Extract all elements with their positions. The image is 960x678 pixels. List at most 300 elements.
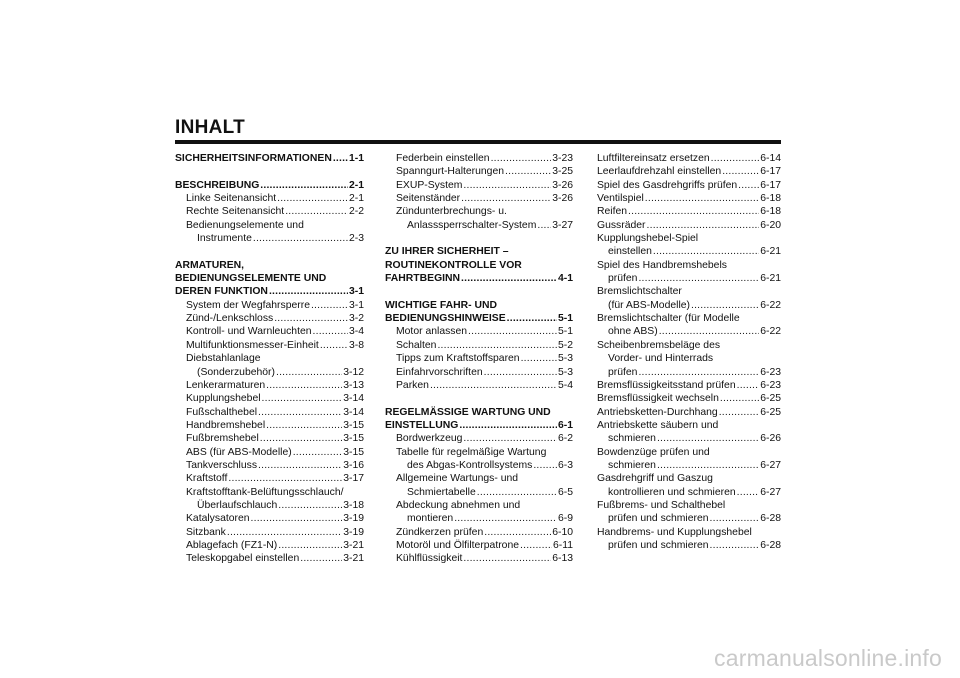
toc-page-number: 5-1 <box>557 326 573 338</box>
toc-column-3 <box>597 152 781 552</box>
toc-entry-label: Spiel des Gasdrehgriffs prüfen <box>597 179 738 191</box>
toc-dot-leader <box>258 459 342 472</box>
toc-page-number: 3-4 <box>348 326 364 338</box>
toc-entry[interactable] <box>597 406 781 419</box>
toc-entry-label: Tankverschluss <box>186 459 258 471</box>
toc-entry-label: Multifunktionsmesser-Einheit <box>186 339 319 351</box>
toc-page-number: 3-14 <box>343 393 364 405</box>
toc-entry[interactable] <box>175 379 364 392</box>
toc-entry[interactable] <box>175 192 364 205</box>
toc-entry-label: ARMATUREN, <box>175 259 245 271</box>
toc-dot-leader <box>463 432 557 445</box>
toc-spacer <box>385 392 573 405</box>
toc-entry-label: Gasdrehgriff und Gaszug <box>597 473 713 485</box>
toc-dot-leader <box>311 299 348 312</box>
toc-entry-label: Bowdenzüge prüfen und <box>597 446 710 458</box>
toc-dot-leader <box>278 499 342 512</box>
toc-dot-leader <box>260 179 348 192</box>
toc-page-number: 5-1 <box>557 313 573 325</box>
toc-entry-label: Kraftstofftank-Belüftungsschlauch/ <box>186 486 344 498</box>
toc-entry-label: Antriebskette säubern und <box>597 419 719 431</box>
toc-page-number: 3-27 <box>552 219 573 231</box>
toc-page-number: 3-23 <box>552 153 573 164</box>
toc-page-number: 6-17 <box>760 166 781 178</box>
toc-dot-leader <box>459 419 557 432</box>
toc-section-heading[interactable] <box>385 272 573 285</box>
toc-entry-label: Bremsflüssigkeitsstand prüfen <box>597 379 736 391</box>
toc-entry[interactable] <box>385 165 573 178</box>
toc-entry-label: Diebstahlanlage <box>186 353 261 365</box>
toc-entry-label: einstellen <box>608 246 652 258</box>
toc-dot-leader <box>484 526 551 539</box>
toc-entry[interactable] <box>175 325 364 338</box>
toc-dot-leader <box>461 192 551 205</box>
toc-entry[interactable] <box>597 512 781 525</box>
toc-page-number: 1-1 <box>348 153 364 164</box>
toc-entry-label: Schalten <box>396 339 437 351</box>
toc-page-number: 6-2 <box>557 433 573 445</box>
toc-page-number: 2-1 <box>348 179 364 191</box>
toc-entry <box>597 312 781 325</box>
toc-dot-leader <box>266 419 342 432</box>
toc-entry-label: Federbein einstellen <box>396 153 490 164</box>
toc-page-number: 5-2 <box>557 339 573 351</box>
toc-entry-label: BESCHREIBUNG <box>175 179 260 191</box>
toc-dot-leader <box>738 179 759 192</box>
toc-entry-label: Katalysatoren <box>186 513 250 525</box>
toc-dot-leader <box>285 205 348 218</box>
toc-entry[interactable] <box>385 339 573 352</box>
toc-dot-leader <box>533 459 557 472</box>
toc-entry[interactable] <box>175 512 364 525</box>
toc-entry[interactable] <box>175 312 364 325</box>
toc-page-number: 3-14 <box>343 406 364 418</box>
toc-page-number: 6-25 <box>760 406 781 418</box>
toc-page-number: 3-2 <box>348 313 364 325</box>
toc-entry[interactable] <box>597 486 781 499</box>
toc-entry[interactable] <box>385 366 573 379</box>
toc-section-heading[interactable] <box>385 419 573 432</box>
toc-entry[interactable] <box>597 325 781 338</box>
toc-entry[interactable] <box>597 165 781 178</box>
toc-entry-label: Bremslichtschalter <box>597 286 682 298</box>
toc-entry-label: Parken <box>396 379 429 391</box>
toc-entry[interactable] <box>175 232 364 245</box>
toc-entry-label: Tabelle für regelmäßige Wartung <box>396 446 547 458</box>
toc-page-number: 6-22 <box>760 326 781 338</box>
toc-entry <box>175 486 364 499</box>
toc-dot-leader <box>491 152 552 165</box>
toc-page-number: 6-11 <box>552 539 573 551</box>
toc-spacer <box>175 165 364 178</box>
toc-entry-label: Linke Seitenansicht <box>186 193 277 205</box>
toc-section-heading <box>385 245 573 258</box>
toc-entry-label: Motoröl und Ölfilterpatrone <box>396 539 520 551</box>
toc-entry-label: Sitzbank <box>186 526 226 538</box>
toc-entry-label: Allgemeine Wartungs- und <box>396 473 519 485</box>
toc-dot-leader <box>710 512 760 525</box>
toc-entry-label: Ablagefach (FZ1-N) <box>186 539 278 551</box>
toc-entry <box>385 205 573 218</box>
toc-entry-label: Luftfiltereinsatz ersetzen <box>597 153 710 164</box>
toc-entry[interactable] <box>385 486 573 499</box>
toc-entry-label: Handbremshebel <box>186 419 266 431</box>
toc-entry-label: Überlaufschlauch <box>197 499 278 511</box>
toc-entry[interactable] <box>597 245 781 258</box>
toc-entry-label: Zünd-/Lenkschloss <box>186 313 274 325</box>
toc-entry[interactable] <box>175 366 364 379</box>
toc-page-number: 4-1 <box>557 273 573 285</box>
toc-entry[interactable] <box>175 552 364 565</box>
toc-dot-leader <box>653 245 759 258</box>
toc-page-number: 2-2 <box>348 206 364 218</box>
toc-entry <box>385 446 573 459</box>
toc-entry-label: schmieren <box>608 433 656 445</box>
toc-page-number: 3-21 <box>343 539 364 551</box>
toc-section-heading[interactable] <box>385 312 573 325</box>
toc-page-number: 6-28 <box>760 539 781 551</box>
toc-dot-leader <box>454 512 557 525</box>
toc-entry-label: montieren <box>407 513 454 525</box>
toc-entry-label: Bedienungselemente und <box>186 219 304 231</box>
toc-entry-label: Reifen <box>597 206 628 218</box>
toc-entry-label: Scheibenbremsbeläge des <box>597 339 721 351</box>
toc-entry-label: Kraftstoff <box>186 473 228 485</box>
toc-dot-leader <box>227 526 342 539</box>
toc-dot-leader <box>277 192 348 205</box>
toc-entry-label: Antriebsketten-Durchhang <box>597 406 718 418</box>
toc-dot-leader <box>461 272 557 285</box>
toc-entry[interactable] <box>385 325 573 338</box>
toc-entry-label: schmieren <box>608 459 656 471</box>
toc-section-heading <box>385 406 573 419</box>
toc-entry-label: (Sonderzubehör) <box>197 366 275 378</box>
toc-entry-label: Handbrems- und Kupplungshebel <box>597 526 752 538</box>
toc-dot-leader <box>258 406 342 419</box>
toc-entry[interactable] <box>385 219 573 232</box>
toc-page-number: 6-10 <box>552 526 573 538</box>
toc-entry-label: prüfen <box>608 273 638 285</box>
toc-entry-label: Vorder- und Hinterrads <box>608 353 714 365</box>
toc-page-number: 6-20 <box>760 219 781 231</box>
toc-dot-leader <box>722 165 759 178</box>
toc-page-number: 2-3 <box>348 233 364 245</box>
toc-entry[interactable] <box>385 352 573 365</box>
toc-dot-leader <box>276 366 342 379</box>
toc-page-number: 6-18 <box>760 206 781 218</box>
toc-entry-label: Einfahrvorschriften <box>396 366 483 378</box>
toc-entry-label: Teleskopgabel einstellen <box>186 553 300 565</box>
toc-entry-label: des Abgas-Kontrollsystems <box>407 459 533 471</box>
toc-dot-leader <box>737 486 760 499</box>
toc-page-number: 5-3 <box>557 353 573 365</box>
toc-dot-leader <box>430 379 557 392</box>
toc-dot-leader <box>638 366 759 379</box>
toc-entry[interactable] <box>175 299 364 312</box>
toc-entry-label: Bremslichtschalter (für Modelle <box>597 313 740 325</box>
toc-entry <box>597 352 781 365</box>
toc-entry-label: Zündunterbrechungs- u. <box>396 206 507 218</box>
toc-page-number: 6-21 <box>760 246 781 258</box>
toc-entry[interactable] <box>597 272 781 285</box>
toc-entry[interactable] <box>175 472 364 485</box>
toc-section-heading <box>385 259 573 272</box>
toc-dot-leader <box>269 285 348 298</box>
toc-dot-leader <box>463 552 551 565</box>
toc-dot-leader <box>253 232 348 245</box>
toc-dot-leader <box>710 539 760 552</box>
toc-entry-label: Zündkerzen prüfen <box>396 526 484 538</box>
toc-entry-label: Schmiertabelle <box>407 486 476 498</box>
toc-entry[interactable] <box>175 539 364 552</box>
toc-entry-label: Kühlflüssigkeit <box>396 553 463 565</box>
toc-entry-label: Instrumente <box>197 233 252 245</box>
toc-entry-label: BEDIENUNGSHINWEISE <box>385 313 506 325</box>
toc-entry[interactable] <box>597 432 781 445</box>
toc-dot-leader <box>638 272 759 285</box>
toc-entry-label: (für ABS-Modelle) <box>608 299 690 311</box>
toc-entry[interactable] <box>597 459 781 472</box>
toc-dot-leader <box>463 179 551 192</box>
toc-page-number: 5-4 <box>557 379 573 391</box>
toc-entry[interactable] <box>385 512 573 525</box>
toc-entry[interactable] <box>597 179 781 192</box>
toc-entry-label: prüfen und schmieren <box>608 539 709 551</box>
toc-dot-leader <box>691 299 759 312</box>
toc-entry-label: Spanngurt-Halterungen <box>396 166 505 178</box>
toc-dot-leader <box>320 339 348 352</box>
toc-entry[interactable] <box>385 179 573 192</box>
toc-entry-label: Lenkerarmaturen <box>186 379 266 391</box>
toc-entry[interactable] <box>597 299 781 312</box>
toc-dot-leader <box>505 165 551 178</box>
toc-entry <box>597 446 781 459</box>
toc-page-number: 6-9 <box>557 513 573 525</box>
toc-entry-label: FAHRTBEGINN <box>385 273 461 285</box>
toc-page-number: 3-8 <box>348 339 364 351</box>
toc-entry-label: prüfen und schmieren <box>608 513 709 525</box>
toc-entry[interactable] <box>385 432 573 445</box>
toc-entry <box>597 259 781 272</box>
toc-spacer <box>385 285 573 298</box>
toc-entry-label: Ventilspiel <box>597 193 644 205</box>
toc-section-heading <box>175 272 364 285</box>
toc-page-number: 3-15 <box>343 419 364 431</box>
toc-page-number: 6-22 <box>760 299 781 311</box>
toc-page-number: 6-13 <box>552 553 573 565</box>
toc-page-number: 6-23 <box>760 366 781 378</box>
toc-entry <box>597 285 781 298</box>
toc-dot-leader <box>228 472 342 485</box>
toc-column-2 <box>385 152 573 566</box>
toc-entry-label: Bremsflüssigkeit wechseln <box>597 393 719 405</box>
toc-section-heading[interactable] <box>175 179 364 192</box>
toc-entry-label: Fußbremshebel <box>186 433 259 445</box>
toc-page-number: 6-18 <box>760 193 781 205</box>
toc-entry <box>175 219 364 232</box>
toc-page-number: 3-16 <box>343 459 364 471</box>
toc-entry[interactable] <box>175 419 364 432</box>
toc-page-number: 6-27 <box>760 486 781 498</box>
toc-entry <box>597 472 781 485</box>
toc-entry-label: Kupplungshebel-Spiel <box>597 233 699 245</box>
toc-page-number: 3-21 <box>343 553 364 565</box>
toc-dot-leader <box>628 205 759 218</box>
toc-page-number: 3-25 <box>552 166 573 178</box>
toc-entry-label: Tipps zum Kraftstoffsparen <box>396 353 520 365</box>
toc-dot-leader <box>521 352 557 365</box>
toc-dot-leader <box>333 152 348 165</box>
toc-dot-leader <box>657 459 759 472</box>
toc-entry-label: EXUP-System <box>396 179 463 191</box>
toc-page-number: 3-19 <box>343 526 364 538</box>
toc-entry-label: REGELMÄSSIGE WARTUNG UND <box>385 406 551 418</box>
toc-page-number: 6-17 <box>760 179 781 191</box>
toc-page-number: 6-14 <box>760 153 781 164</box>
toc-entry[interactable] <box>175 432 364 445</box>
toc-dot-leader <box>313 325 348 338</box>
toc-dot-leader <box>647 219 760 232</box>
toc-entry[interactable] <box>597 219 781 232</box>
toc-entry-label: ZU IHRER SICHERHEIT – <box>385 246 509 258</box>
toc-dot-leader <box>484 366 557 379</box>
toc-page-number: 3-26 <box>552 193 573 205</box>
toc-dot-leader <box>737 379 760 392</box>
toc-page-number: 6-3 <box>557 459 573 471</box>
toc-entry[interactable] <box>175 499 364 512</box>
toc-entry-label: Motor anlassen <box>396 326 468 338</box>
toc-dot-leader <box>260 432 342 445</box>
toc-dot-leader <box>711 152 760 165</box>
toc-entry[interactable] <box>597 192 781 205</box>
toc-entry <box>597 499 781 512</box>
toc-spacer <box>175 245 364 258</box>
toc-entry <box>385 472 573 485</box>
toc-entry-label: Gussräder <box>597 219 646 231</box>
toc-section-heading <box>175 259 364 272</box>
toc-entry-label: Fußschalthebel <box>186 406 258 418</box>
toc-dot-leader <box>262 392 343 405</box>
watermark: carmanualsonline.info <box>714 645 942 671</box>
toc-page-number: 3-18 <box>343 499 364 511</box>
toc-dot-leader <box>645 192 759 205</box>
toc-page-number: 6-25 <box>760 393 781 405</box>
toc-entry-label: SICHERHEITSINFORMATIONEN <box>175 153 332 164</box>
toc-section-heading[interactable] <box>175 152 364 165</box>
toc-dot-leader <box>657 432 759 445</box>
toc-dot-leader <box>537 219 551 232</box>
toc-entry[interactable] <box>385 552 573 565</box>
toc-dot-leader <box>278 539 342 552</box>
toc-page-number: 3-15 <box>343 446 364 458</box>
toc-entry[interactable] <box>175 406 364 419</box>
toc-entry[interactable] <box>385 192 573 205</box>
toc-page-number: 3-12 <box>343 366 364 378</box>
toc-entry-label: Rechte Seitenansicht <box>186 206 285 218</box>
toc-dot-leader <box>719 406 759 419</box>
toc-entry <box>597 339 781 352</box>
toc-entry-label: WICHTIGE FAHR- UND <box>385 299 497 311</box>
toc-page-number: 5-3 <box>557 366 573 378</box>
toc-page-number: 6-26 <box>760 433 781 445</box>
toc-dot-leader <box>507 312 557 325</box>
toc-dot-leader <box>720 392 759 405</box>
toc-section-heading <box>385 299 573 312</box>
toc-page-number: 2-1 <box>348 193 364 205</box>
toc-entry <box>597 232 781 245</box>
toc-page-number: 3-19 <box>343 513 364 525</box>
toc-dot-leader <box>520 539 552 552</box>
toc-page-number: 6-21 <box>760 273 781 285</box>
toc-entry[interactable] <box>597 539 781 552</box>
toc-entry-label: kontrollieren und schmieren <box>608 486 736 498</box>
toc-page-number: 6-5 <box>557 486 573 498</box>
toc-entry-label: ABS (für ABS-Modelle) <box>186 446 292 458</box>
toc-entry-label: prüfen <box>608 366 638 378</box>
toc-page-number: 6-28 <box>760 513 781 525</box>
toc-entry[interactable] <box>175 446 364 459</box>
toc-dot-leader <box>437 339 557 352</box>
toc-column-1 <box>175 152 364 566</box>
title-rule <box>175 140 781 144</box>
toc-entry[interactable] <box>175 526 364 539</box>
toc-entry[interactable] <box>385 539 573 552</box>
toc-entry[interactable] <box>597 152 781 165</box>
toc-entry[interactable] <box>385 526 573 539</box>
toc-entry-label: Bordwerkzeug <box>396 433 463 445</box>
toc-entry[interactable] <box>385 152 573 165</box>
toc-dot-leader <box>659 325 760 338</box>
toc-dot-leader <box>293 446 343 459</box>
toc-section-heading[interactable] <box>175 285 364 298</box>
toc-entry[interactable] <box>597 379 781 392</box>
toc-entry[interactable] <box>385 379 573 392</box>
toc-page-number: 3-26 <box>552 179 573 191</box>
toc-entry <box>385 499 573 512</box>
toc-entry[interactable] <box>175 392 364 405</box>
toc-entry-label: System der Wegfahrsperre <box>186 299 310 311</box>
toc-page-number: 6-1 <box>557 419 573 431</box>
toc-page-number: 3-15 <box>343 433 364 445</box>
toc-entry-label: Anlasssperrschalter-System <box>407 219 537 231</box>
toc-entry[interactable] <box>385 459 573 472</box>
toc-entry[interactable] <box>597 205 781 218</box>
toc-entry[interactable] <box>175 459 364 472</box>
toc-entry-label: Seitenständer <box>396 193 461 205</box>
page-title: INHALT <box>175 117 246 138</box>
toc-entry[interactable] <box>175 205 364 218</box>
toc-spacer <box>385 232 573 245</box>
toc-dot-leader <box>300 552 342 565</box>
toc-entry-label: EINSTELLUNG <box>385 419 459 431</box>
toc-entry-label: Kontroll- und Warnleuchten <box>186 326 312 338</box>
toc-dot-leader <box>266 379 342 392</box>
toc-entry-label: ohne ABS) <box>608 326 658 338</box>
toc-page-number: 3-1 <box>348 299 364 311</box>
toc-entry-label: Spiel des Handbremshebels <box>597 259 727 271</box>
toc-dot-leader <box>274 312 348 325</box>
toc-entry-label: ROUTINEKONTROLLE VOR <box>385 259 522 271</box>
toc-entry-label: Abdeckung abnehmen und <box>396 499 521 511</box>
toc-entry[interactable] <box>597 366 781 379</box>
toc-entry-label: Leerlaufdrehzahl einstellen <box>597 166 722 178</box>
toc-page-number: 3-1 <box>348 286 364 298</box>
toc-entry[interactable] <box>175 339 364 352</box>
toc-entry[interactable] <box>597 392 781 405</box>
toc-page-number: 3-17 <box>343 473 364 485</box>
toc-entry <box>175 352 364 365</box>
toc-entry-label: Kupplungshebel <box>186 393 261 405</box>
